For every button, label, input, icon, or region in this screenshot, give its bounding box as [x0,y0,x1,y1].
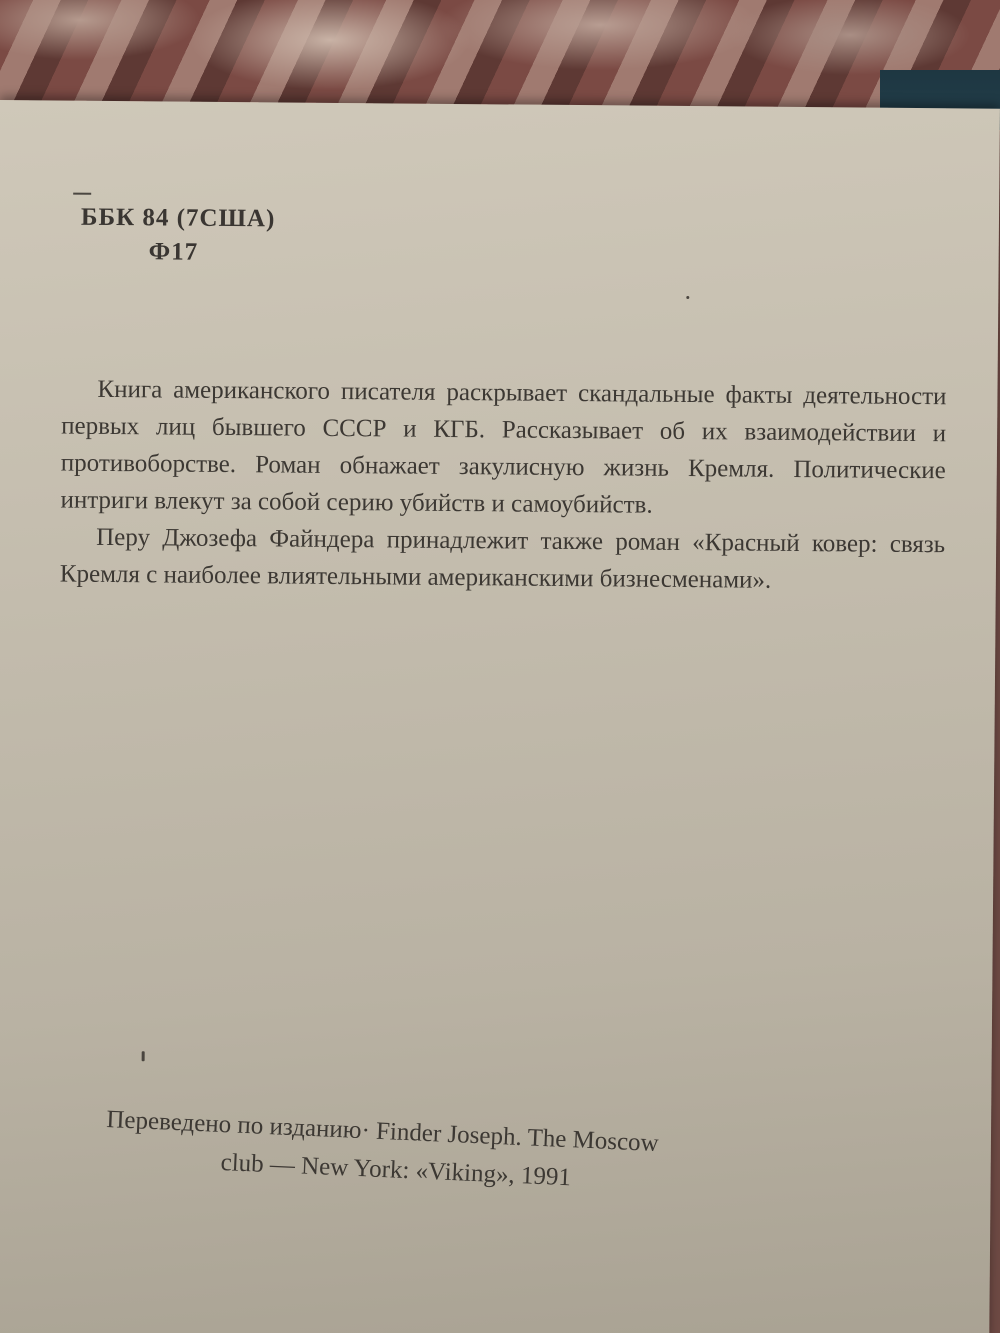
paper-speck-mark [142,1051,145,1061]
book-page [0,100,1000,1333]
source-edition-line-1: Переведено по изданию· Finder Joseph. The Moscow [105,1105,660,1158]
annotation-paragraph-2: Перу Джозефа Файндера принадлежит также роман «Красный ковер: связь Кремля с наиболее влиятельными американскими бизнесменами». [59,523,946,594]
bbk-code: ББК 84 (7США) [80,203,276,233]
source-edition-note [104,1101,817,1208]
author-mark: Ф17 [148,238,199,266]
source-edition-line-2: club — New York: «Viking», 1991 [220,1148,572,1192]
margin-dash [73,193,91,195]
book-annotation [60,371,947,601]
annotation-paragraph-1: Книга американского писателя раскрывает скандальные факты деятельности первых лиц бывшего СССР и КГБ. Рассказывает об их взаимодействии и противоборстве. Роман обнажает закулисную жизнь Кремля. Политические интриги влекут за собой серию убийств и самоубийств. [60,375,947,519]
library-classification [81,201,276,271]
paper-speck [686,296,689,299]
